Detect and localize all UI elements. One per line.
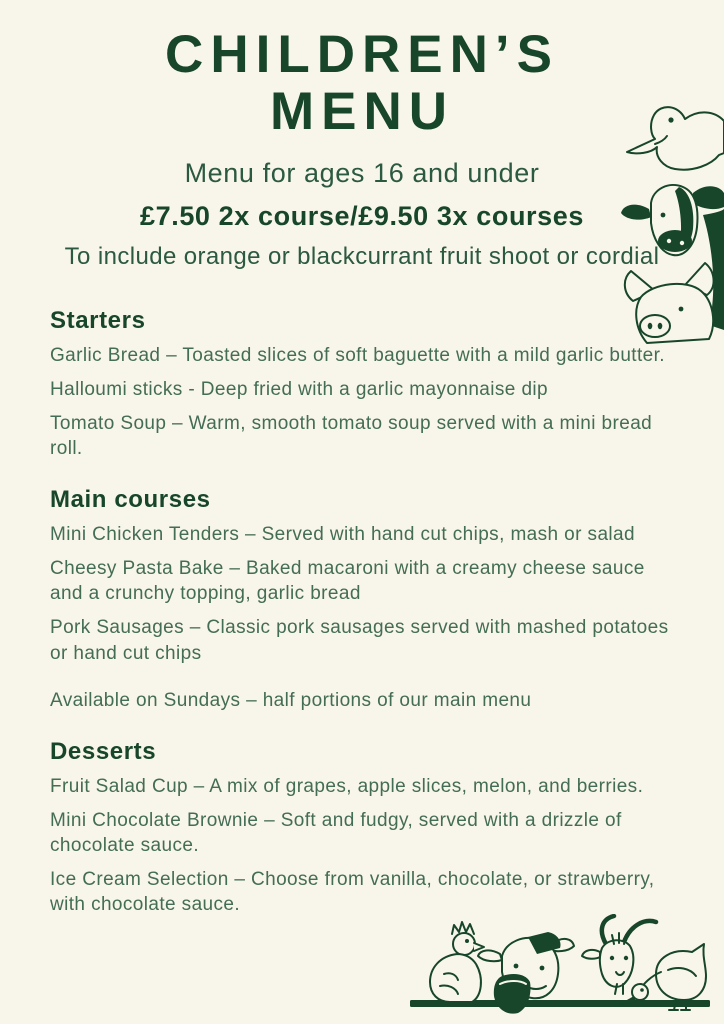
hen-icon (430, 922, 484, 1002)
menu-item-cheesy-pasta-bake: Cheesy Pasta Bake – Baked macaroni with a creamy cheese sauce and a crunchy topping, garlic bread (50, 557, 645, 605)
sunday-note: Available on Sundays – half portions of our main menu (50, 690, 532, 712)
drinks-included-line: To include orange or blackcurrant fruit shoot or cordial (64, 243, 660, 271)
menu-item-pork-sausages: Pork Sausages – Classic pork sausages served with mashed potatoes or hand cut chips (50, 616, 669, 664)
pricing-line: £7.50 2x course/£9.50 3x courses (139, 201, 584, 232)
starters-heading: Starters (50, 307, 146, 335)
section-main-courses (50, 486, 684, 714)
menu-item-chocolate-brownie: Mini Chocolate Brownie – Soft and fudgy, served with a drizzle of chocolate sauce. (50, 809, 622, 857)
menu-item-halloumi-sticks: Halloumi sticks - Deep fried with a garlic mayonnaise dip (50, 379, 548, 401)
menu-header (0, 0, 724, 271)
menu-item-chicken-tenders: Mini Chicken Tenders – Served with hand cut chips, mash or salad (50, 524, 635, 546)
desserts-heading: Desserts (50, 737, 157, 765)
page-title-line-1: CHILDREN’S (165, 25, 559, 84)
main-courses-heading: Main courses (50, 486, 211, 514)
menu-content (0, 307, 724, 918)
age-subtitle: Menu for ages 16 and under (184, 158, 540, 189)
section-desserts (50, 738, 684, 918)
menu-item-fruit-salad-cup: Fruit Salad Cup – A mix of grapes, apple slices, melon, and berries. (50, 775, 644, 797)
farm-animals-bottom-illustration (410, 914, 710, 1018)
menu-item-garlic-bread: Garlic Bread – Toasted slices of soft baguette with a mild garlic butter. (50, 345, 665, 367)
page-title-line-2: MENU (269, 82, 455, 142)
section-starters (50, 307, 684, 462)
menu-item-tomato-soup: Tomato Soup – Warm, smooth tomato soup served with a mini bread roll. (50, 412, 653, 460)
menu-item-ice-cream-selection: Ice Cream Selection – Choose from vanilla, chocolate, or strawberry, with chocolate sauce. (50, 868, 655, 916)
